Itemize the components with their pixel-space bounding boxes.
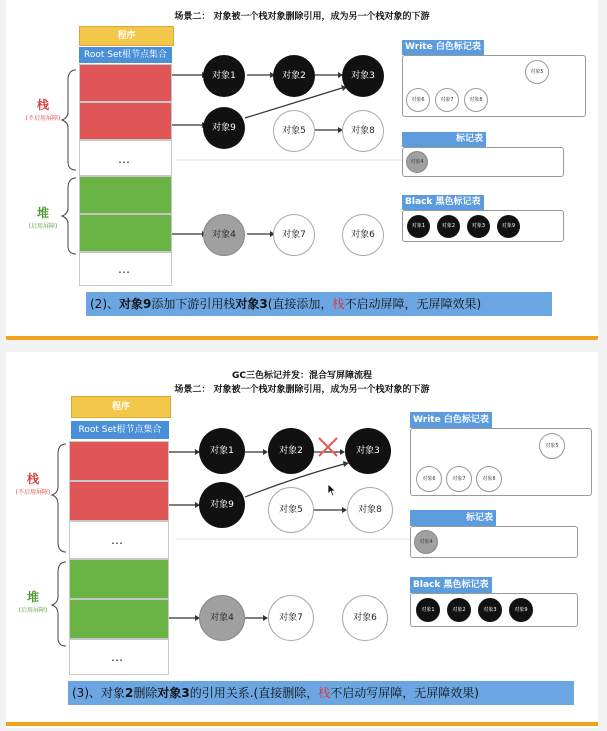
node-object-2: 对象2	[273, 55, 315, 97]
stack-label-sub: (不启用屏障)	[25, 115, 61, 122]
white-item: 对象8	[464, 88, 488, 112]
diagram-panel-step-3	[6, 352, 598, 728]
caption-part: 删除	[133, 686, 158, 700]
black-table-title	[402, 195, 484, 210]
node-object-6: 对象6	[342, 595, 388, 641]
node-object-3: 对象3	[345, 428, 391, 474]
stack-label-text: 栈	[26, 472, 39, 486]
gray-item: 对象4	[406, 151, 428, 173]
diagram-title: GC三色标记并发：混合写屏障流程	[232, 371, 372, 381]
heap-ellipsis: …	[111, 650, 124, 664]
diagram-panel-step-2	[6, 0, 598, 340]
node-object-8: 对象8	[342, 110, 384, 152]
node-object-6: 对象6	[342, 214, 384, 256]
node-object-5: 对象5	[273, 110, 315, 152]
program-box: 程序	[71, 396, 171, 418]
black-table-title-cn: 黑色标记表	[443, 580, 489, 590]
white-item: 对象7	[435, 88, 459, 112]
root-set-label: Root Set根节点集合	[71, 421, 169, 439]
black-table-title-en: Black	[413, 580, 441, 590]
node-object-8: 对象8	[347, 487, 393, 533]
node-object-7: 对象7	[268, 595, 314, 641]
gray-table-title: 标记表	[402, 132, 486, 147]
gray-table-title: 标记表	[410, 510, 496, 526]
black-item: 对象3	[467, 215, 490, 238]
black-item: 对象3	[478, 598, 502, 622]
step-caption	[86, 292, 552, 316]
stack-label-text: 栈	[36, 98, 49, 112]
caption-bold: 对象9	[119, 297, 152, 311]
scene-subtitle: 场景二： 对象被一个栈对象删除引用，成为另一个栈对象的下游	[174, 385, 430, 395]
node-object-3: 对象3	[342, 55, 384, 97]
node-object-4: 对象4	[203, 214, 245, 256]
caption-part: 添加下游引用栈	[151, 297, 236, 311]
node-object-9: 对象9	[203, 107, 245, 149]
step-caption	[68, 681, 574, 705]
heap-label-sub: (启用屏障)	[18, 607, 48, 614]
node-object-5: 对象5	[268, 487, 314, 533]
white-item: 对象7	[446, 466, 472, 492]
black-table-title-en: Black	[405, 197, 433, 207]
black-item: 对象2	[437, 215, 460, 238]
white-table-title-cn: 白色标记表	[443, 415, 489, 425]
black-item: 对象1	[407, 215, 430, 238]
mouse-cursor-icon	[327, 483, 337, 497]
scene-subtitle: 场景二： 对象被一个栈对象删除引用，成为另一个栈对象的下游	[174, 12, 430, 22]
node-object-1: 对象1	[199, 428, 245, 474]
program-box: 程序	[79, 26, 174, 46]
white-item: 对象5	[525, 60, 549, 84]
white-table-title	[410, 412, 492, 428]
white-mark-table	[402, 55, 586, 117]
caption-part: 的引用关系.(直接删除，	[189, 686, 319, 700]
caption-bold: 对象3	[157, 686, 190, 700]
heap-ellipsis: …	[118, 262, 131, 276]
node-object-1: 对象1	[203, 55, 245, 97]
stack-ellipsis: …	[118, 152, 131, 166]
node-object-2: 对象2	[268, 428, 314, 474]
caption-red: 栈	[332, 297, 345, 311]
white-item: 对象6	[416, 466, 442, 492]
caption-part: 不启动屏障，无屏障效果)	[344, 297, 482, 311]
caption-part: (3)、对象	[72, 686, 125, 700]
orange-divider	[6, 336, 598, 340]
black-item: 对象9	[509, 598, 533, 622]
gray-item: 对象4	[414, 530, 438, 554]
white-item: 对象5	[539, 433, 565, 459]
white-item: 对象8	[476, 466, 502, 492]
stack-label-sub: (不启用屏障)	[15, 489, 51, 496]
caption-part: (2)、	[90, 297, 119, 311]
black-item: 对象1	[416, 598, 440, 622]
node-object-9: 对象9	[199, 482, 245, 528]
black-table-title	[410, 577, 492, 593]
heap-label-sub: (启用屏障)	[28, 223, 58, 230]
black-table-title-cn: 黑色标记表	[435, 197, 481, 207]
white-table-title-en: Write	[413, 415, 441, 425]
black-item: 对象2	[447, 598, 471, 622]
caption-bold: 2	[125, 686, 134, 700]
root-set-label: Root Set根节点集合	[79, 47, 172, 63]
white-item: 对象6	[406, 88, 430, 112]
white-table-title-cn: 白色标记表	[435, 42, 481, 52]
caption-part: 不启动写屏障，无屏障效果)	[330, 686, 479, 700]
black-item: 对象9	[497, 215, 520, 238]
node-object-7: 对象7	[273, 214, 315, 256]
white-table-title	[402, 40, 484, 55]
caption-red: 栈	[318, 686, 331, 700]
stack-ellipsis: …	[111, 533, 124, 547]
caption-part: (直接添加，	[267, 297, 333, 311]
node-object-4: 对象4	[199, 595, 245, 641]
caption-bold: 对象3	[235, 297, 268, 311]
orange-divider	[6, 722, 598, 726]
white-table-title-en: Write	[405, 42, 433, 52]
heap-label-text: 堆	[26, 590, 39, 604]
heap-label-text: 堆	[36, 206, 49, 220]
